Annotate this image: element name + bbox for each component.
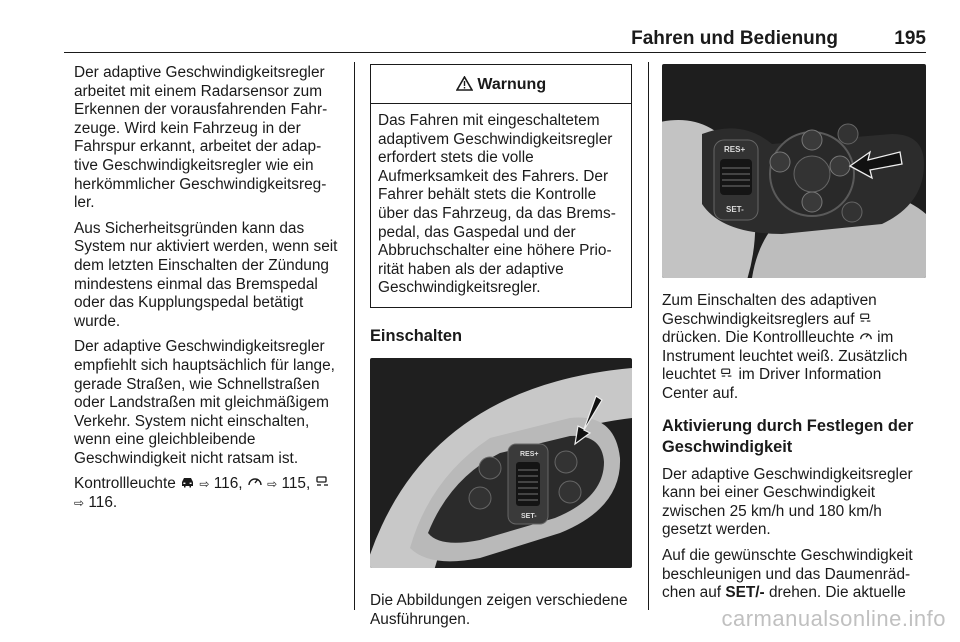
res-label: RES+ xyxy=(520,450,539,458)
warning-header xyxy=(371,65,631,104)
text: Auf die gewünschte Geschwindigkeit beschleunigen und das Daumenrädchen auf xyxy=(662,546,913,602)
steering-wheel-photo-1 xyxy=(370,358,632,568)
set-label: SET- xyxy=(521,512,537,520)
page-reference[interactable]: 116, xyxy=(213,475,243,493)
column-divider-2 xyxy=(648,62,649,610)
text: im Instrument leuchtet weiß. Zusätzlich leuchtet xyxy=(662,329,908,384)
header-title: Fahren und Bedienung xyxy=(631,28,838,49)
cruise-control-icon xyxy=(247,475,263,494)
page-header xyxy=(60,28,926,54)
cruise-control-icon xyxy=(859,329,873,348)
caption: Die Abbildungen zeigen verschiedene Ausführungen. xyxy=(370,591,628,628)
page-reference[interactable]: 116. xyxy=(88,494,118,512)
warning-label: Warnung xyxy=(477,76,547,93)
emphasis: SET/- xyxy=(725,584,765,602)
page-number: 195 xyxy=(894,28,926,49)
text: drehen. Die aktuelle xyxy=(768,584,906,602)
paragraph: Aus Sicherheitsgründen kann das System nur aktiviert werden, wenn seit dem letzten Einschalten der Zündung mindestens einmal das Bremspedal oder das Kupplungspedal betätigt wurde. xyxy=(74,219,338,330)
column-divider-1 xyxy=(354,62,355,610)
watermark: carmanualsonline.info xyxy=(721,606,946,631)
activation-paragraph xyxy=(662,292,926,404)
steering-wheel-photo-2 xyxy=(662,64,926,278)
adaptive-cruise-icon xyxy=(859,311,873,330)
text: drücken. Die Kontrollleuchte xyxy=(662,329,855,347)
paragraph: Der adaptive Geschwindigkeitsregler empfiehlt sich hauptsächlich für lange, gerade Straßen, wie Schnellstraßen oder Landstraßen mit gleichmäßigem Verkehr. System nicht einschalten, wenn eine gleichbleibende Geschwindigkeit nicht ratsam ist. xyxy=(74,338,335,467)
indicator-reference xyxy=(74,475,340,512)
page-ref-arrow-icon: ⇨ xyxy=(267,477,278,492)
adaptive-cruise-icon xyxy=(315,475,331,494)
paragraph xyxy=(662,547,926,603)
paragraph: Der adaptive Geschwindigkeitsregler kann bei einer Geschwindigkeit zwischen 25 km/h und 180 km/h gesetzt werden. xyxy=(662,465,913,539)
car-icon xyxy=(180,475,195,494)
column-3 xyxy=(662,64,926,610)
res-label: RES+ xyxy=(724,145,746,154)
set-label: SET- xyxy=(726,205,744,214)
warning-box xyxy=(370,64,632,308)
column-1 xyxy=(74,64,340,520)
warning-text: Das Fahren mit eingeschaltetem adaptivem Geschwindigkeitsregler erfordert stets die volle Aufmerksamkeit des Fahrers. Der Fahrer behält stets die Kontrolle über das Fahrzeug, da das Bremspedal, das Gaspedal und der Abbruchschalter eine höhere Priorität haben als der adaptive Geschwindigkeitsregler. xyxy=(378,112,616,297)
reference-label: Kontrollleuchte xyxy=(74,475,176,493)
header-rule xyxy=(64,52,926,53)
warning-triangle-icon xyxy=(456,76,477,93)
text: im Driver Information Center auf. xyxy=(662,366,882,402)
page-ref-arrow-icon: ⇨ xyxy=(74,496,85,511)
column-2 xyxy=(370,64,632,636)
section-heading: Einschalten xyxy=(370,326,462,345)
text: Zum Einschalten des adaptiven Geschwindigkeitsreglers auf xyxy=(662,292,877,328)
adaptive-cruise-icon xyxy=(720,366,734,385)
page-reference[interactable]: 115, xyxy=(281,475,311,493)
paragraph: Der adaptive Geschwindigkeitsregler arbeitet mit einem Radarsensor zum Erkennen der vorausfahrenden Fahrzeuge. Wird kein Fahrzeug in der Fahrspur erkannt, arbeitet der adaptive Geschwindigkeitsregler wie ein herkömmlicher Geschwindigkeitsregler. xyxy=(74,64,328,212)
section-heading: Aktivierung durch Festlegen der Geschwindigkeit xyxy=(662,416,914,456)
page-ref-arrow-icon: ⇨ xyxy=(199,477,210,492)
